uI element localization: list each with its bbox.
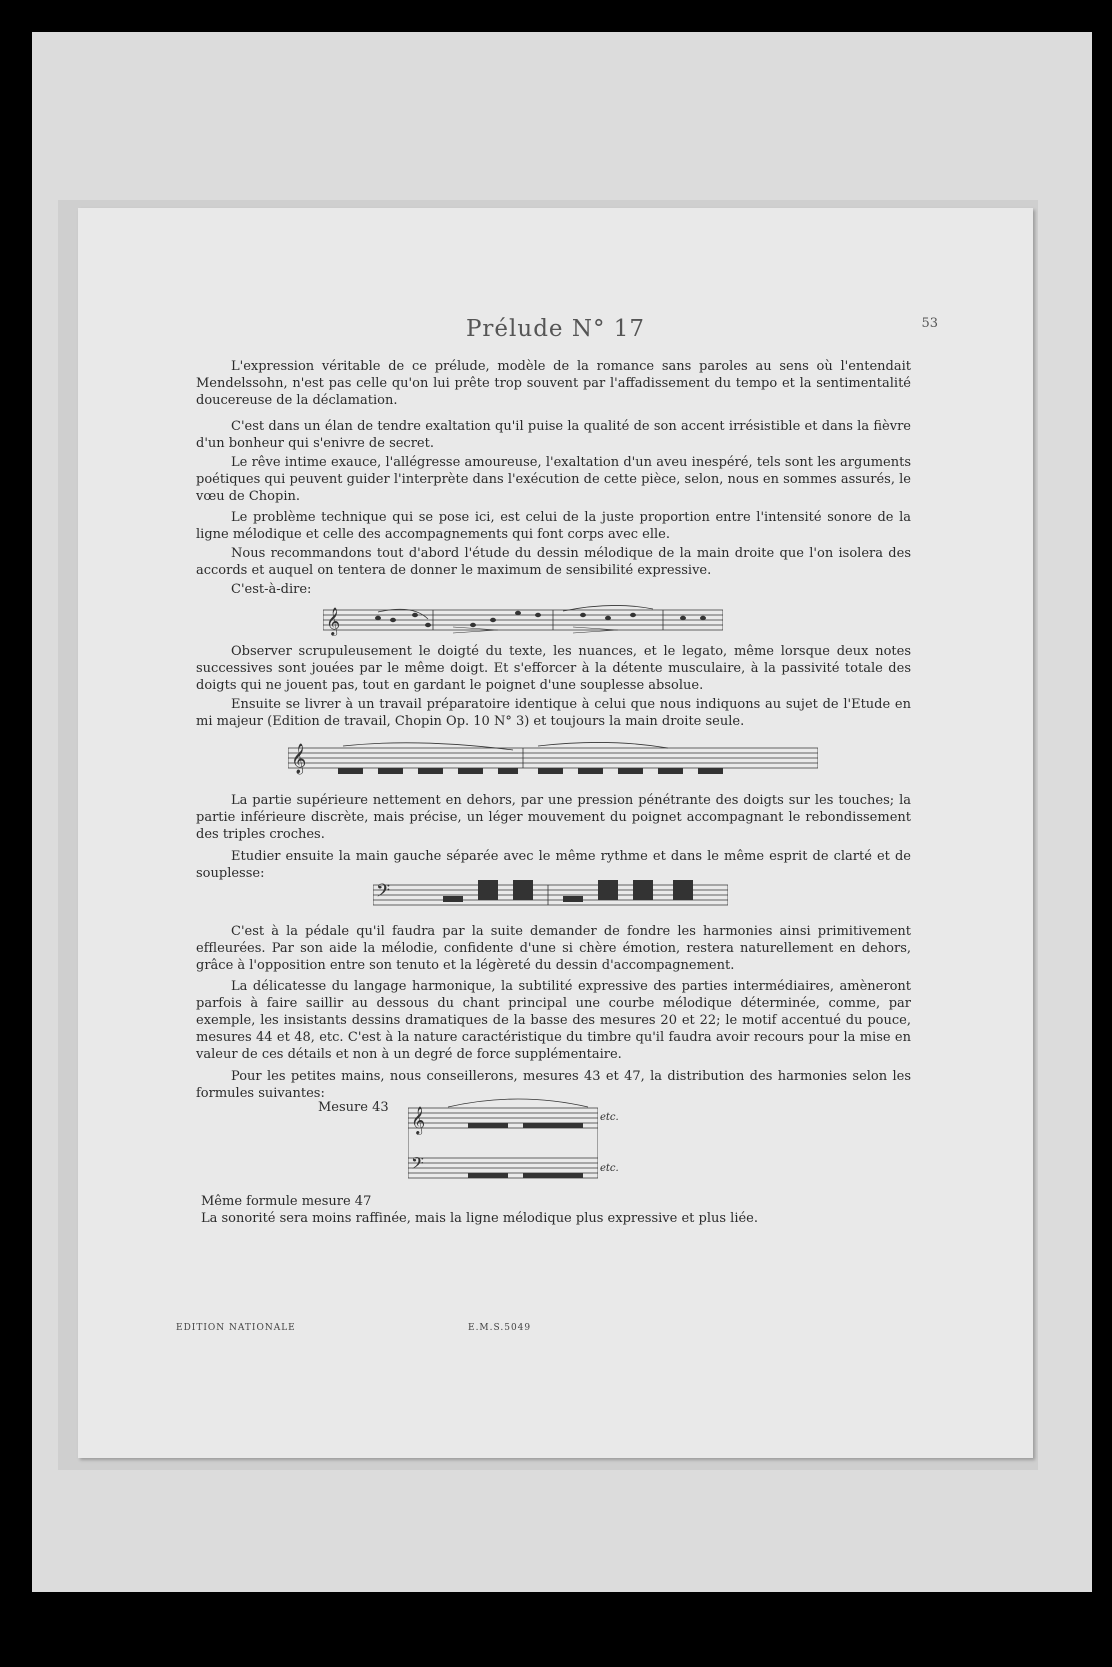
paragraph-15: La sonorité sera moins raffinée, mais la ligne mélodique plus expressive et plus liée. bbox=[201, 1211, 759, 1226]
svg-text:𝄢: 𝄢 bbox=[376, 881, 391, 906]
paragraph-3: Le rêve intime exauce, l'allégresse amoureuse, l'exaltation d'un aveu inespéré, tels sont les arguments poétiques qui peuvent guider l'interprète dans l'exécution de cette pièce, selon, nous en sommes assurés, le vœu de Chopin. bbox=[196, 455, 911, 504]
paragraph-9: La partie supérieure nettement en dehors, par une pression pénétrante des doigts sur les touches; la partie inférieure discrète, mais précise, un léger mouvement du poignet accompagnant le rebondissement des triples croches. bbox=[196, 793, 911, 842]
paragraph-14: Même formule mesure 47 bbox=[201, 1194, 372, 1209]
music-example-4 bbox=[408, 1093, 598, 1193]
paragraph-10: Etudier ensuite la main gauche séparée avec le même rythme et dans le même esprit de clarté et de souplesse: bbox=[196, 849, 911, 881]
music-example-1 bbox=[323, 603, 723, 637]
page-title: Prélude N° 17 bbox=[465, 316, 646, 342]
paragraph-1: L'expression véritable de ce prélude, modèle de la romance sans paroles au sens où l'entendait Mendelssohn, n'est pas celle qu'on lui prête trop souvent par l'affadissement du tempo et la sentimentalité doucereuse de la déclamation. bbox=[196, 359, 911, 408]
paragraph-11: C'est à la pédale qu'il faudra par la suite demander de fondre les harmonies ainsi primitivement effleurées. Par son aide la mélodie, confidente d'une si chère émotion, restera naturellement en dehors, grâce à l'opposition entre son tenuto et la légèreté du dessin d'accompagnement. bbox=[196, 924, 911, 973]
etc-label-top: etc. bbox=[600, 1112, 619, 1123]
etc-label-bottom: etc. bbox=[600, 1163, 619, 1174]
svg-text:𝄞: 𝄞 bbox=[411, 1106, 426, 1134]
example-label: Mesure 43 bbox=[318, 1100, 389, 1115]
paragraph-4: Le problème technique qui se pose ici, est celui de la juste proportion entre l'intensité sonore de la ligne mélodique et celle des accompagnements qui font corps avec elle. bbox=[196, 510, 911, 542]
page-number: 53 bbox=[921, 316, 938, 331]
document-page bbox=[78, 208, 1033, 1458]
music-example-2 bbox=[288, 738, 818, 778]
paragraph-13: Pour les petites mains, nous conseillerons, mesures 43 et 47, la distribution des harmonies selon les formules suivantes: bbox=[196, 1069, 911, 1101]
paragraph-12: La délicatesse du langage harmonique, la subtilité expressive des parties intermédiaires, amèneront parfois à faire saillir au dessous du chant principal une courbe mélodique déterminée, comme, par exemple, les insistants dessins dramatiques de la basse des mesures 20 et 22; le motif accentué du pouce, mesures 44 et 48, etc. C'est à la nature caractéristique du timbre qu'il faudra avoir recours pour la mise en valeur de ces détails et non à un degré de force supplémentaire. bbox=[196, 979, 911, 1062]
paragraph-7: Observer scrupuleusement le doigté du texte, les nuances, et le legato, même lorsque deux notes successives sont jouées par le même doigt. Et s'efforcer à la détente musculaire, à la passivité totale des doigts qui ne jouent pas, tout en gardant le poignet d'une souplesse absolue. bbox=[196, 644, 911, 693]
paragraph-5: Nous recommandons tout d'abord l'étude du dessin mélodique de la main droite que l'on isolera des accords et auquel on tentera de donner le maximum de sensibilité expressive. bbox=[196, 546, 911, 578]
footer-publisher: EDITION NATIONALE bbox=[176, 1323, 296, 1333]
svg-text:𝄞: 𝄞 bbox=[326, 607, 341, 635]
svg-text:𝄞: 𝄞 bbox=[291, 744, 307, 774]
music-example-3 bbox=[373, 876, 728, 914]
paragraph-8: Ensuite se livrer à un travail préparatoire identique à celui que nous indiquons au sujet de l'Etude en mi majeur (Edition de travail, Chopin Op. 10 N° 3) et toujours la main droite seule. bbox=[196, 697, 911, 729]
svg-text:𝄢: 𝄢 bbox=[411, 1153, 424, 1177]
footer-catalog-number: E.M.S.5049 bbox=[468, 1323, 532, 1333]
paragraph-6: C'est-à-dire: bbox=[231, 582, 312, 597]
paragraph-2: C'est dans un élan de tendre exaltation qu'il puise la qualité de son accent irrésistible et dans la fièvre d'un bonheur qui s'enivre de secret. bbox=[196, 419, 911, 451]
